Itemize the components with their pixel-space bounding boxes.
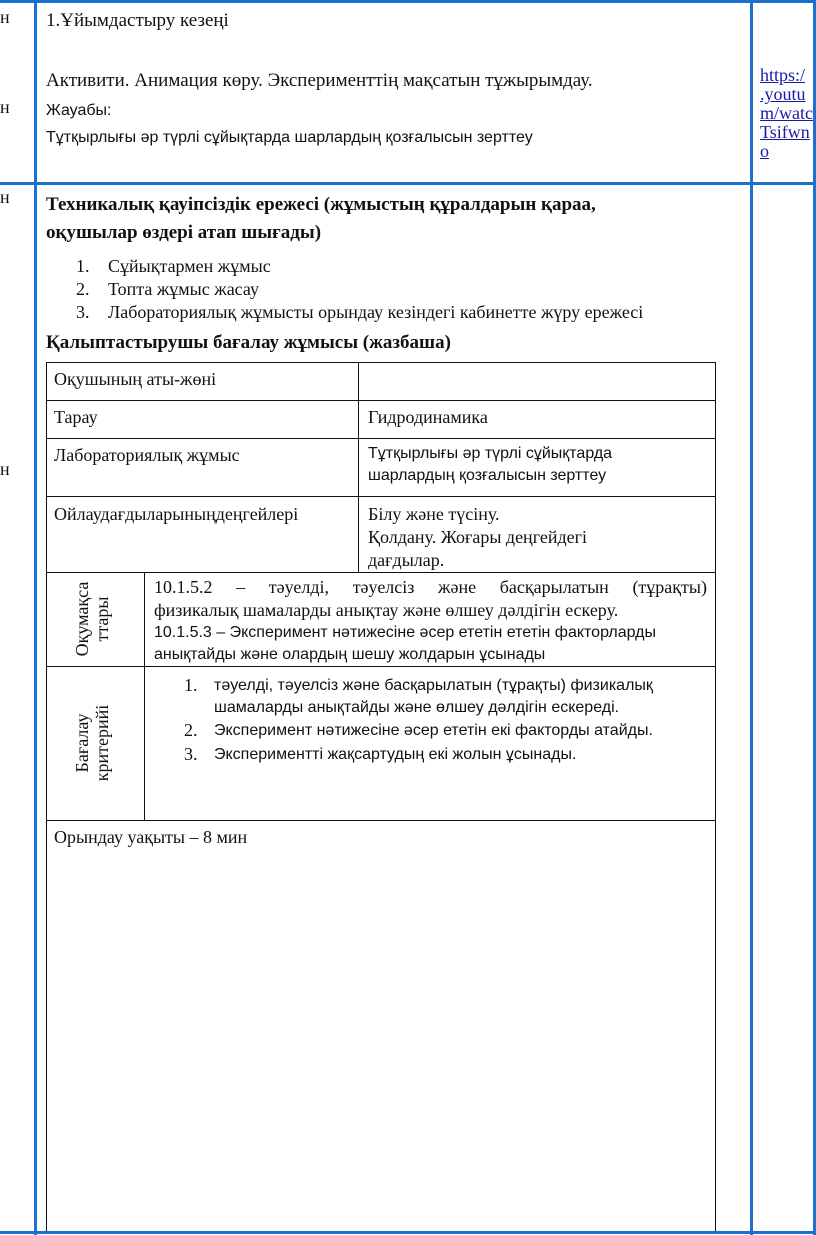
grid-line-bottom <box>0 1231 816 1234</box>
objective-1-line-1: 10.1.5.2 – тәуелді, тәуелсіз және басқарылатын (тұрақты) <box>154 577 707 597</box>
lab-value-line-2: шарлардың қозғалысын зерттеу <box>368 467 607 484</box>
objective-2-line-2: анықтайды және олардың шешу жолдарын ұсынады <box>154 646 546 663</box>
student-name-label: Оқушының аты-жөні <box>54 369 217 389</box>
thinking-label: Ойлаудағдыларыныңдеңгейлері <box>54 504 299 524</box>
criterion-1-line-1: тәуелді, тәуелсіз және басқарылатын (тұрақты) физикалық <box>214 677 653 694</box>
criterion-3-num: 3. <box>184 744 198 764</box>
thinking-value-line-3: дағдылар. <box>368 550 445 570</box>
thinking-value-line-2: Қолдану. Жоғары деңгейдегі <box>368 527 587 547</box>
safety-item-num: 2. <box>76 279 90 299</box>
criterion-1-line-2: шамаларды анықтайды және өлшеу дәлдігін ескереді. <box>214 699 620 716</box>
left-fragment-4: н <box>0 459 10 479</box>
stage-activity: Активити. Анимация көру. Эксперименттің мақсатын тұжырымдау. <box>46 70 593 91</box>
criteria-label <box>72 693 118 793</box>
resource-link-line-2[interactable]: .youtu <box>760 84 806 104</box>
criterion-1-num: 1. <box>184 675 198 695</box>
safety-item-num: 3. <box>76 302 90 322</box>
stage-title: 1.Ұйымдастыру кезеңі <box>46 10 229 31</box>
resource-link-line-1[interactable]: https:/ <box>760 66 806 85</box>
objective-1-line-2: физикалық шамаларды анықтау және өлшеу дәлдігін ескеру. <box>154 600 619 620</box>
criterion-2-line-1: Эксперимент нәтижесіне әсер ететін екі факторды атайды. <box>214 722 653 739</box>
table-row-line-3 <box>46 496 716 497</box>
safety-item-text: Топта жұмыс жасау <box>108 279 259 299</box>
stage-answer: Тұтқырлығы әр түрлі сұйықтарда шарлардың қозғалысын зерттеу <box>46 129 533 146</box>
table-label-col-divider <box>144 572 145 820</box>
objectives-label <box>72 569 118 669</box>
safety-list <box>76 255 643 324</box>
criteria-label-line-2: критерийі <box>92 704 112 782</box>
assessment-heading: Қалыптастырушы бағалау жұмысы (жазбаша) <box>46 332 451 353</box>
safety-item-text: Лабораториялық жұмысты орындау кезіндегі кабинетте жүру ережесі <box>108 302 644 322</box>
safety-item-num: 1. <box>76 256 90 276</box>
resource-link[interactable] <box>760 66 813 161</box>
table-row-line-2 <box>46 438 716 439</box>
table-row-line-5 <box>46 666 716 667</box>
resource-link-line-5[interactable]: o <box>760 141 769 161</box>
answer-area[interactable] <box>47 850 715 1230</box>
table-row-line-1 <box>46 400 716 401</box>
safety-item <box>76 301 643 324</box>
section-value: Гидродинамика <box>368 407 488 427</box>
grid-line-top <box>0 0 816 3</box>
objective-2-line-1: 10.1.5.3 – Эксперимент нәтижесіне әсер ететін ететін факторларды <box>154 624 657 641</box>
criteria-label-line-1: Бағалау <box>72 713 92 773</box>
section-label: Тарау <box>54 407 98 427</box>
objectives-label-line-1: Оқумақса <box>72 581 92 657</box>
lab-label: Лабораториялық жұмыс <box>54 445 240 465</box>
grid-line-row-divider <box>0 182 816 185</box>
objectives-label-line-2: ттары <box>92 596 112 642</box>
grid-line-middle <box>750 0 753 1235</box>
left-fragment-1: н <box>0 7 10 27</box>
safety-item-text: Сұйықтармен жұмыс <box>108 256 271 276</box>
table-border-right <box>715 362 716 1231</box>
left-fragment-3: н <box>0 187 10 207</box>
table-row-line-4 <box>46 572 716 573</box>
safety-item <box>76 255 643 278</box>
criterion-2-num: 2. <box>184 720 198 740</box>
resource-link-line-3[interactable]: m/watc <box>760 103 813 123</box>
grid-line-left <box>34 0 37 1235</box>
thinking-value-line-1: Білу және түсіну. <box>368 504 500 524</box>
lab-value-line-1: Тұтқырлығы әр түрлі сұйықтарда <box>368 445 613 462</box>
student-name-value[interactable] <box>359 363 715 400</box>
left-fragment-2: н <box>0 97 10 117</box>
criterion-3-line-1: Экспериментті жақсартудың екі жолын ұсынады. <box>214 746 577 763</box>
safety-heading-line-1: Техникалық қауіпсіздік ережесі (жұмыстың құралдарын қараа, <box>46 194 596 215</box>
safety-item <box>76 278 643 301</box>
table-row-line-6 <box>46 820 716 821</box>
safety-heading-line-2: оқушылар өздері атап шығады) <box>46 222 322 243</box>
time-text: Орындау уақыты – 8 мин <box>54 827 248 847</box>
resource-link-line-4[interactable]: Tsifwn <box>760 122 810 142</box>
stage-answer-label: Жауабы: <box>46 102 112 119</box>
